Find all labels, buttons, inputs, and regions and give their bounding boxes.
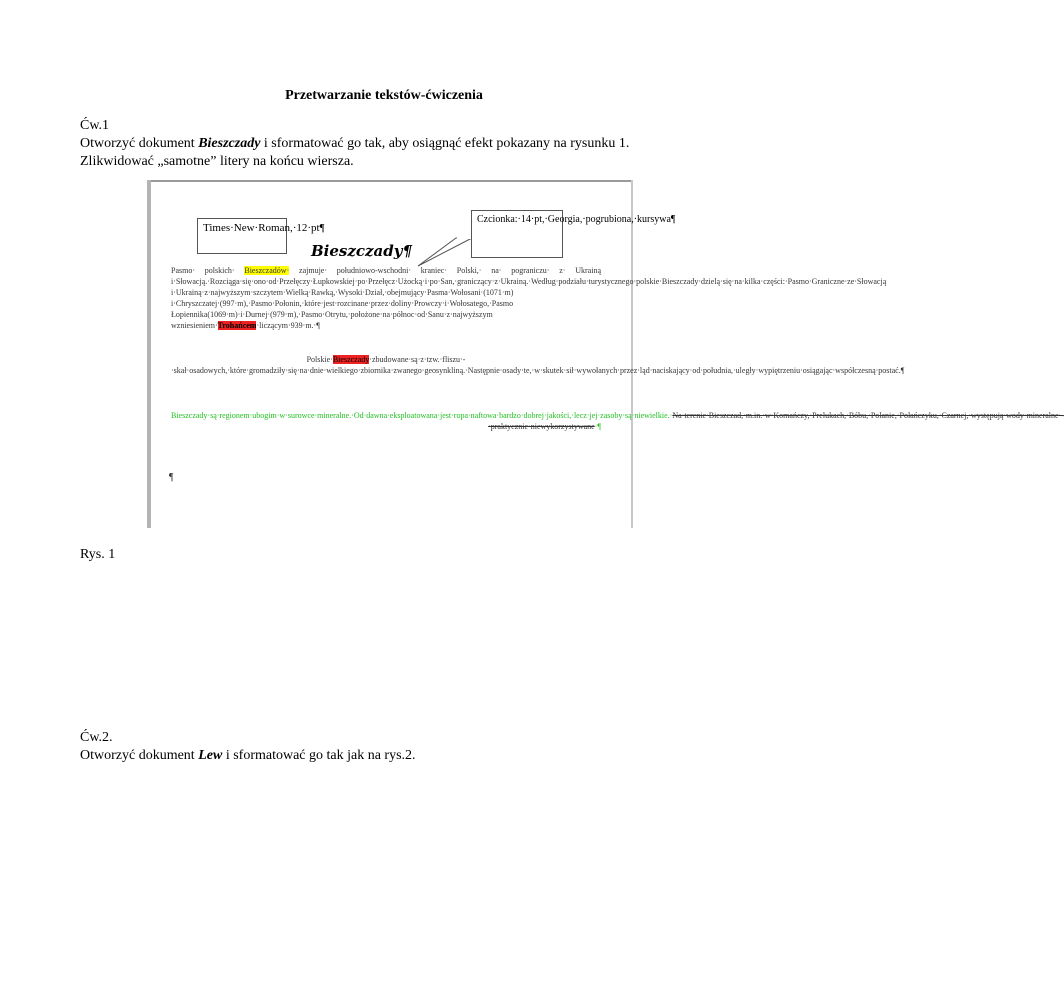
exercise-1-text-before: Otworzyć dokument bbox=[80, 136, 199, 151]
figure-paragraph-3 bbox=[171, 410, 1064, 432]
exercise-2-instructions bbox=[80, 747, 700, 765]
exercise-2-heading: Ćw.2. bbox=[80, 730, 113, 745]
p1-c: zajmuje· południowo-wschodni· kraniec· Polski,· na· pograniczu· z· Ukrainą i·Słowacją.·Rozciąga·się·ono·od·Przełęczy·Łupkowskiej·po·Przełęcz·Użocką·i·po·San,·graniczący·z·Ukrainą.·Według·podziału·turystycznego·polskie·Bieszczady·dzielą·się·na·kilka·części:·Pasmo·Graniczne·ze·Słowacją i·Ukrainą·z·najwyższym·szczytem·Wielką·Rawką,·Wysoki·Dział,·obejmujący·Pasma·Wołosani·(1071·m) i·Chryszczatej·(997·m),·Pasmo·Połonin,·które·jest·rozcinane·przez·doliny·Prowczy·i·Wołosatego,·Pasmo Łopiennika(1069·m)·i·Durnej·(979·m),·Pasmo·Otrytu,·położone·na·północ·od·Sanu·z·najwyższym wzniesieniem· bbox=[171, 266, 887, 330]
p2-highlight-red: Bieszczady bbox=[332, 355, 370, 364]
p3-struck: Na·terenie·Bieszczad,·m.in.·w·Komańczy,·Prełukach,·Bóbu,·Polanie,·Połańczyku,·Czarnej,·występują·wody·mineralne·-·praktycznie·niewykorzystywane bbox=[488, 411, 1064, 431]
p2-a: Polskie· bbox=[306, 355, 333, 364]
exercise-2-text-before: Otworzyć dokument bbox=[80, 748, 199, 763]
figure-paragraph-2 bbox=[171, 354, 905, 376]
p3-end: ·¶ bbox=[594, 422, 601, 431]
p1-highlight-red: Trohańcem bbox=[217, 321, 257, 330]
figure-empty-paragraph: ¶ bbox=[169, 472, 174, 483]
callout-right-pointer bbox=[416, 238, 476, 268]
callout-right-text: Czcionka:·14·pt,·Georgia,·pogrubiona,·kursywa¶ bbox=[477, 214, 676, 225]
callout-left-text: Times·New·Roman,·12·pt¶ bbox=[203, 222, 325, 234]
callout-left bbox=[197, 218, 325, 254]
p1-highlight-yellow: Bieszczadów· bbox=[244, 266, 290, 275]
exercise-2-document-name: Lew bbox=[198, 748, 223, 763]
callout-right bbox=[471, 210, 676, 258]
exercise-2-text-after: i sformatować go tak jak na rys.2. bbox=[222, 748, 416, 763]
page-title: Przetwarzanie tekstów-ćwiczenia bbox=[285, 88, 483, 103]
exercise-1-heading: Ćw.1 bbox=[80, 118, 110, 133]
p3-green: Bieszczady·są·regionem·ubogim·w·surowce·mineralne.·Od·dawna·eksploatowana·jest·ropa·naftowa·bardzo·dobrej·jakości,·lecz·jej·zasoby·są·niewielkie.· bbox=[171, 411, 673, 420]
p1-a: Pasmo· polskich· bbox=[171, 266, 245, 275]
figure-top-border bbox=[151, 180, 631, 182]
p1-e: ·liczącym·939·m.·¶ bbox=[256, 321, 320, 330]
figure-paragraph-1 bbox=[171, 265, 887, 331]
figure-caption: Rys. 1 bbox=[80, 547, 116, 562]
p2-c: ·zbudowane·są·z·tzw.·fliszu·-·skał·osadowych,·które·gromadziły·się·na·dnie·wielkiego·zbiornika·zwanego·geosynkliną.·Następnie·osady·te,·w·skutek·sił·wywołanych·przez·ląd·naciskający·od·południa,·uległy·wypiętrzeniu·osiągając·współczesną·postać.¶ bbox=[171, 355, 905, 375]
figure-1-screenshot bbox=[147, 180, 1064, 528]
exercise-1-instructions bbox=[80, 135, 700, 171]
exercise-1-text-after: i sformatować go tak, aby osiągnąć efekt pokazany na rysunku 1. Zlikwidować „samotne” litery na końcu wiersza. bbox=[80, 136, 630, 169]
exercise-1-document-name: Bieszczady bbox=[198, 136, 261, 151]
figure-document-title: Bieszczady¶ bbox=[311, 242, 413, 260]
